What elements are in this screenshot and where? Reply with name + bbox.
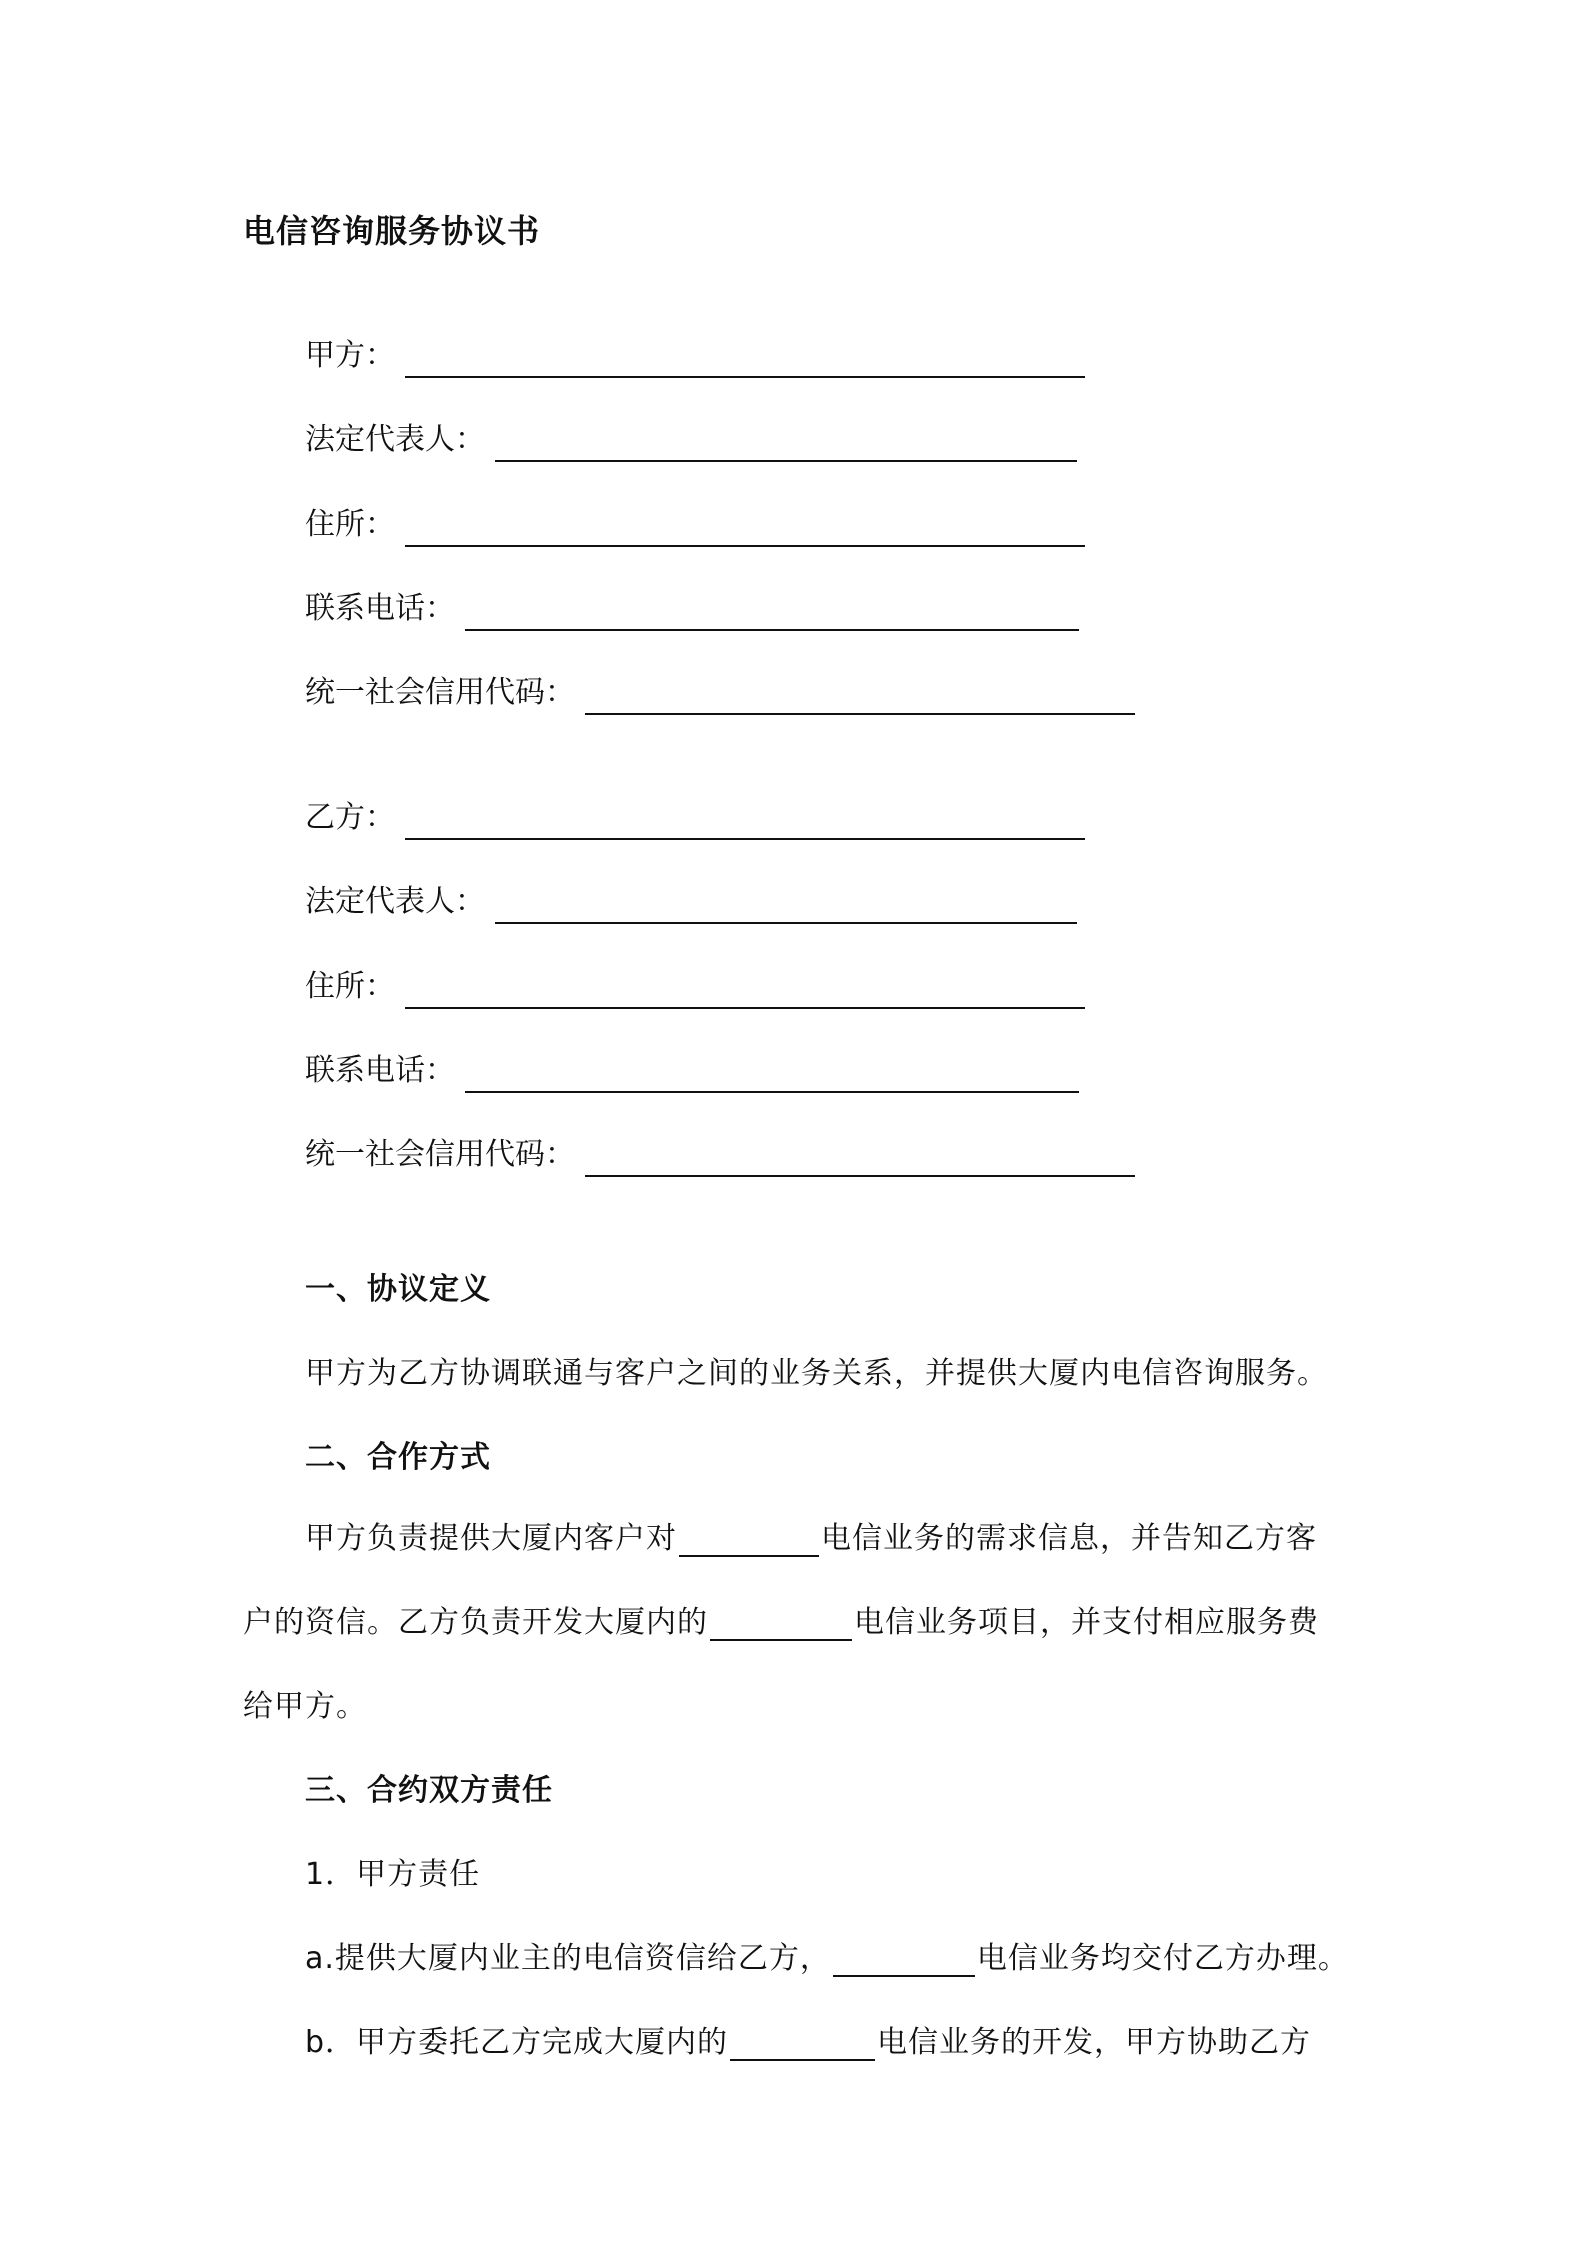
section-3-item-b — [305, 2017, 1311, 2061]
service-type-blank-1[interactable] — [679, 1521, 819, 1557]
party-a-rep-field[interactable] — [305, 418, 1077, 462]
party-b-rep-label: 法定代表人： — [305, 884, 485, 919]
party-a-phone-label: 联系电话： — [305, 591, 455, 626]
party-a-credit-code-line[interactable] — [585, 675, 1135, 715]
party-b-credit-code-field[interactable] — [305, 1133, 1135, 1177]
section-3-subheading-1: 1．甲方责任 — [305, 1857, 481, 1892]
party-a-credit-code-field[interactable] — [305, 671, 1135, 715]
party-a-rep-label: 法定代表人： — [305, 422, 485, 457]
service-type-blank-4[interactable] — [730, 2025, 875, 2061]
section-3-item-a-part-2: 电信业务均交付乙方办理。 — [976, 1941, 1349, 1976]
party-b-credit-code-label: 统一社会信用代码： — [305, 1137, 575, 1172]
party-b-name-label: 乙方： — [305, 800, 395, 835]
party-b-rep-field[interactable] — [305, 880, 1077, 924]
party-b-name-line[interactable] — [405, 800, 1085, 840]
party-b-address-field[interactable] — [305, 965, 1085, 1009]
section-2-line-2 — [243, 1597, 1319, 1641]
service-type-blank-2[interactable] — [710, 1605, 852, 1641]
party-a-address-label: 住所： — [305, 507, 395, 542]
party-b-phone-field[interactable] — [305, 1049, 1079, 1093]
party-a-name-label: 甲方： — [305, 338, 395, 373]
party-b-phone-label: 联系电话： — [305, 1053, 455, 1088]
section-3-heading: 三、合约双方责任 — [305, 1773, 553, 1808]
section-3-item-b-part-1: b．甲方委托乙方完成大厦内的 — [305, 2025, 729, 2060]
section-2-line-1-part-b: 电信业务的需求信息，并告知乙方客 — [821, 1521, 1317, 1556]
party-a-name-field[interactable] — [305, 334, 1085, 378]
service-type-blank-3[interactable] — [833, 1941, 975, 1977]
section-2-line-1-part-a: 甲方负责提供大厦内客户对 — [305, 1521, 677, 1556]
section-2-line-1 — [305, 1513, 1317, 1557]
party-a-rep-line[interactable] — [495, 422, 1077, 462]
document-title: 电信咨询服务协议书 — [243, 212, 541, 250]
party-a-address-field[interactable] — [305, 503, 1085, 547]
section-2-line-3: 给甲方。 — [243, 1689, 367, 1724]
section-1-heading: 一、协议定义 — [305, 1272, 491, 1307]
section-2-line-2-part-a: 户的资信。乙方负责开发大厦内的 — [243, 1605, 708, 1640]
party-a-address-line[interactable] — [405, 507, 1085, 547]
party-b-address-label: 住所： — [305, 969, 395, 1004]
party-b-credit-code-line[interactable] — [585, 1137, 1135, 1177]
party-b-phone-line[interactable] — [465, 1053, 1079, 1093]
party-b-address-line[interactable] — [405, 969, 1085, 1009]
party-a-phone-line[interactable] — [465, 591, 1079, 631]
party-a-credit-code-label: 统一社会信用代码： — [305, 675, 575, 710]
section-3-item-a-part-1: a.提供大厦内业主的电信资信给乙方， — [305, 1941, 831, 1976]
section-3-item-b-part-2: 电信业务的开发，甲方协助乙方 — [877, 2025, 1312, 2060]
section-3-item-a — [305, 1933, 1349, 1977]
party-b-name-field[interactable] — [305, 796, 1085, 840]
section-2-line-2-part-b: 电信业务项目，并支付相应服务费 — [854, 1605, 1319, 1640]
party-a-name-line[interactable] — [405, 338, 1085, 378]
party-a-phone-field[interactable] — [305, 587, 1079, 631]
party-b-rep-line[interactable] — [495, 884, 1077, 924]
section-1-text: 甲方为乙方协调联通与客户之间的业务关系，并提供大厦内电信咨询服务。 — [305, 1356, 1328, 1391]
section-2-heading: 二、合作方式 — [305, 1440, 491, 1475]
